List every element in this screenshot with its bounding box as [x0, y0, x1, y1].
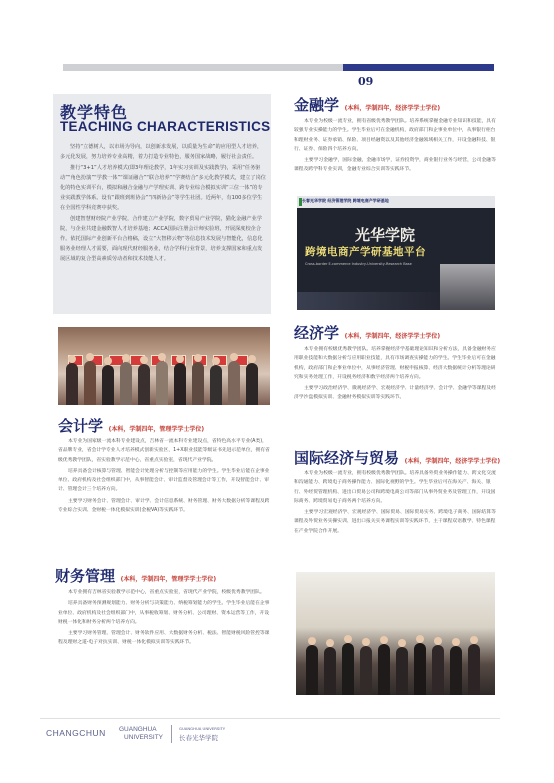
accounting-heading: [58, 415, 204, 436]
cross-border-ecommerce-banner: [297, 196, 495, 310]
finmgmt-paragraph: 主要学习财务管理、管理会计、财务软件应用、大数据财务分析、税法、智能财税风险管控等课程及理财之道-电子对抗实训、财税一体化模拟实训等实践环节。: [58, 631, 270, 646]
teaching-title: 教学特色: [60, 103, 129, 122]
accounting-body: [58, 437, 270, 517]
finance-subtitle: (本科，学制四年，经济学学士学位): [344, 105, 441, 112]
banner-subtext: Cross-border E-commerce Industry-University-Research Base: [305, 262, 412, 266]
teaching-body: [60, 142, 266, 265]
intl-title: 国际经济与贸易: [294, 449, 400, 467]
teaching-paragraph: 创建智慧财经院产业学院，合作建立产业学院，数字贸易产业学院，猫化金融产业学院，与企业共建金融数智人才培养基地；ACCA国际注册会计师实验班，开展深度校企合作。依托国际产业创新平台合格稿，设立“大智移云物”等信息技术发展与智能化，信息化服务业经理人才需要，面向现代财经服务业，结合学科行业背景，培养支撑国家和重点发展区域的复合型高素质劳动者和技术技能人才。: [60, 216, 263, 262]
finmgmt-title: 财务管理: [55, 567, 116, 585]
footer-univ-cn: 长春光华学院: [179, 734, 218, 742]
group-photo-students: [296, 572, 495, 695]
economics-paragraph: 主要学习政治经济学、微观经济学、宏观经济学、计量经济学、会计学、金融学等课程及经济学沙盘模拟实训、金融财务模拟实训等实践环节。: [294, 386, 496, 401]
finance-body: [294, 117, 496, 177]
economics-paragraph: 本专业拥有校级优秀教学团队。培养掌握经济学基础理论知识和分析方法，具备金融财务应用职业技能和大数据分析与应用职业技能，具有市场调查实操能力的学生。学生毕业后可在金融机构，政府部门和企事业单位中，从事经济管理、财税申报核算、经济大数据统计分析等理论研究和实务处理工作，开设税务经济和数字经济两个培养方向。: [294, 347, 496, 380]
page-number: 09: [358, 75, 374, 88]
intl-paragraph: 主要学习宏观经济学、宏观经济学、国际贸易、国际贸易实务、跨境电子商务、国际结算等课程及外贸业务实操实训、进出口报关实务课程实训等实践环节，主干课程双语教学、特色课程在产业学院合作开展。: [294, 510, 496, 534]
finmgmt-body: [58, 588, 270, 650]
banner-logo-text: 长春光华学院 经济管理学院 跨境电商产学研基地: [302, 198, 389, 203]
finance-heading: [294, 94, 440, 115]
accounting-paragraph: 培养具备会计核算与管理、智能会计处理分析与控制等应用能力的学生。学生毕业后能在企事业单位、政府机构及社会组织部门中，从事智能会计、审计监督及管理会计等工作，开设智能会计、审计、管理会计三个培养方向。: [58, 468, 270, 493]
intl-subtitle: (本科，学制四年，经济学学士学位): [404, 458, 501, 465]
accounting-title: 会计学: [58, 417, 104, 435]
economics-subtitle: (本科，学制四年，经济学学士学位): [344, 333, 441, 340]
footer-guanghua: GUANGHUA: [119, 726, 157, 733]
accounting-paragraph: 主要学习财务会计、管理会计、审计学、会计信息系统、财务管理、财务大数据分析等课程及跨专业综合实训、金财税一体化模拟实训(金税VA)等实践环节。: [58, 498, 270, 514]
banner-title-line1: 光华学院: [355, 226, 416, 244]
accounting-paragraph: 本专业为国家级一流本科专业建设点，吉林省一流本科专业建设点，省特色高水平专业(A类)，省品牌专业，省会计学专业人才培养模式创新实验区，1+X职业技能等级证书先进示范单位，拥有省级优秀教学团队，省实验教学示范中心，省重点实验室，省现代产业学院。: [58, 439, 270, 463]
teaching-paragraph: 坚持“立德树人，以市场为导向，以创新求发展，以质量为生命”的应用型人才培养，多元化发展，努力培养专业高精，着力打造专业特色，服务国家战略，履行社会责任。: [60, 144, 263, 160]
intl-body: [294, 469, 496, 538]
banner-portrait: [440, 264, 495, 310]
economics-title: 经济学: [294, 324, 340, 342]
economics-heading: [294, 322, 440, 343]
finance-paragraph: 本专业为校级一流专业，拥有省级优秀教学团队。培养系统掌握金融专业知识和技能，具有较强专业实操能力的学生。学生毕业后可在金融机构，政府部门和企事业单位中，从事银行柜台和理财业务、证券承销、保险、项目经融资以及其他经济金融领域相关工作，开设金融科技、银行、证券、保险四个培养方向。: [294, 119, 496, 152]
banner-title-line2: 跨境电商产学研基地平台: [305, 246, 426, 258]
economics-body: [294, 345, 496, 405]
teaching-paragraph: 推行“3+1”人才培养模式(即3年理论教学，1年实习实训及实践教学)，采用“任务驱动”“角色扮演”“学教一体”“课证融合”“联合培养”“学赛结合”多元化教学模式，建立了岗位化的特色实训平台，模拟和融合金融与产学理实训、跨专业综合模拟实训“三位一体”的专业实践教学体系。设有“跟班到班协会”“四新协会”等学生社团。近两年，有100多位学生在全国性学科竞赛中获奖。: [60, 165, 266, 211]
finance-paragraph: 主要学习金融学，国际金融，金融市场学，证券投资学，商业银行业务与经营，公司金融等课程及跨学科专业实训，金融专业综合实训等实践环节。: [294, 158, 496, 173]
teaching-title-en: TEACHING CHARACTERISTICS: [60, 119, 271, 134]
footer-separator: [171, 725, 172, 743]
finmgmt-subtitle: (本科，学制四年，管理学学士学位): [120, 576, 217, 583]
footer-changchun: CHANGCHUN: [46, 728, 106, 738]
finmgmt-paragraph: 培养具备财务预测规划能力、财务分析与决策能力、纳税筹划能力的学生。学生毕业后能在企事业单位、政府机构及社会组织部门中，从事税收筹划、财务分析、公司理财、资本运营等工作，开设财税一体化和财务分析两个培养方向。: [58, 601, 270, 625]
footer-divider: [40, 718, 500, 719]
accounting-subtitle: (本科，学制四年，管理学学士学位): [108, 426, 205, 433]
intl-heading: [294, 447, 500, 468]
finance-title: 金融学: [294, 96, 340, 114]
top-blue-bar: [343, 64, 494, 71]
footer-university: UNIVERSITY: [124, 734, 164, 741]
finmgmt-paragraph: 本专业拥有吉林省实验教学示范中心，省重点实验室，省现代产业学院，校级优秀教学团队。: [68, 590, 265, 595]
group-photo-certificates: [58, 327, 270, 405]
intl-paragraph: 本专业为校级一流专业，拥有校级优秀教学团队。培养具备外贸业务操作能力、跨文化交流和沟通能力、跨境电子商务操作能力、国际化视野的学生。学生毕业后可在海关产、海关、银行、外经贸管理机构、进出口贸易公司和跨境电商公司等部门从事外贸业务及管理工作，开设国际商务、跨境贸易电子商务两个培养方向。: [294, 471, 496, 504]
footer-univ-en: GUANGHUA UNIVERSITY: [179, 726, 226, 731]
finmgmt-heading: [55, 565, 216, 586]
top-grey-bar: [63, 64, 343, 71]
